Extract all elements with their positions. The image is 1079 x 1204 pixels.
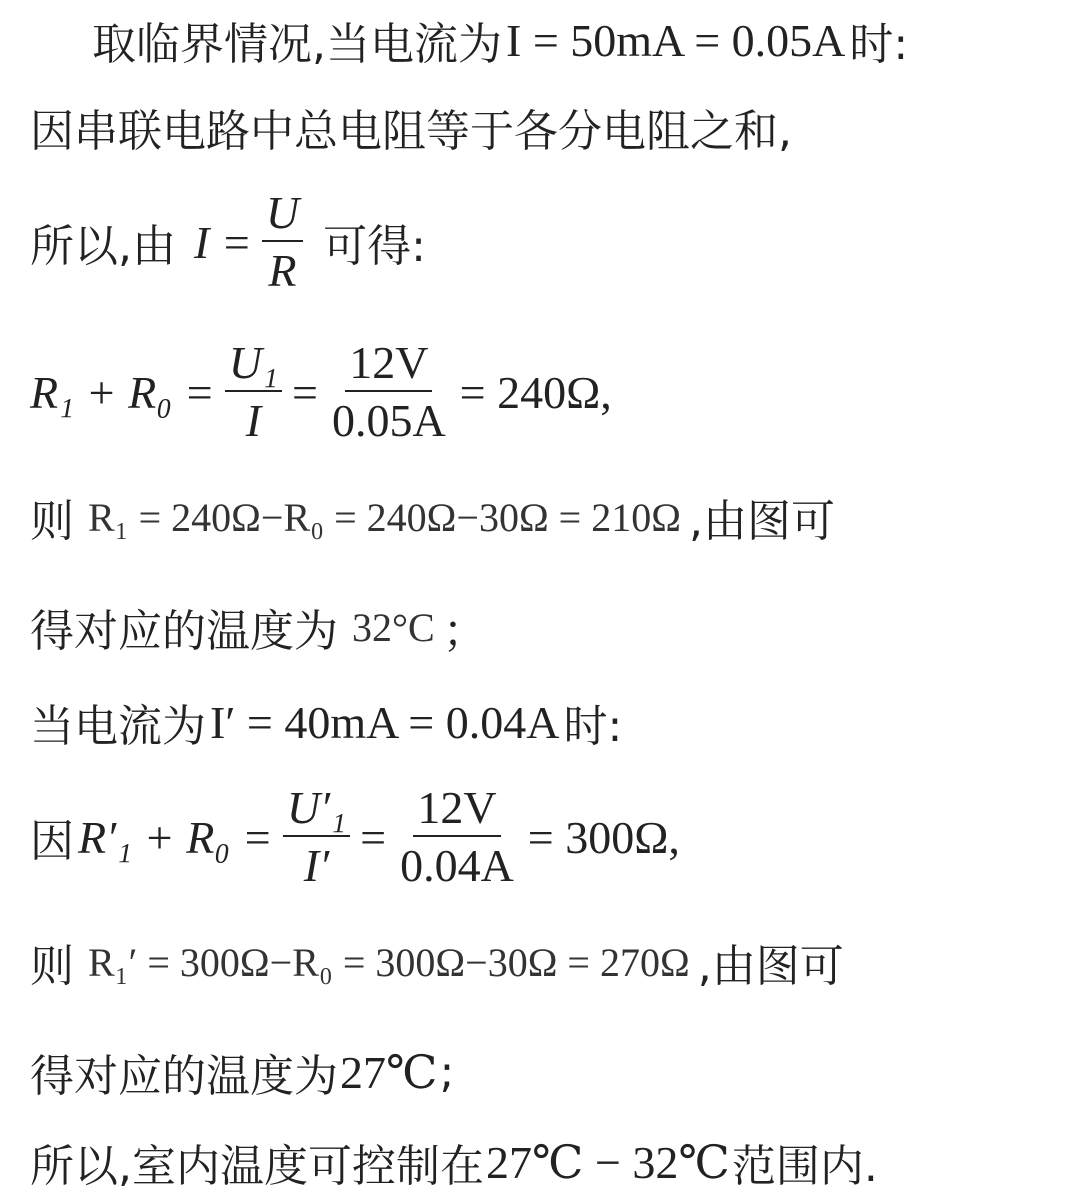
- formula-1-fraction-2: [328, 337, 450, 446]
- line-5-math: R₁ = 240Ω−R₀ = 240Ω−30Ω = 210Ω: [88, 494, 681, 540]
- line-3-text-b: 可得:: [323, 221, 426, 272]
- line-9-text-a: 则: [30, 941, 74, 992]
- formula-1-rhs: = 240Ω,: [459, 366, 612, 418]
- formula-1-equals: =: [291, 366, 318, 418]
- formula-ohm-fraction: [262, 187, 303, 296]
- line-7-text-b: 时:: [563, 701, 623, 752]
- line-9-text-b: ,由图可: [697, 941, 844, 992]
- line-1-math: I = 50mA = 0.05A: [506, 14, 846, 66]
- text-line-3: [30, 187, 1069, 296]
- text-line-1: [92, 8, 1069, 72]
- text-line-10: [30, 1040, 1069, 1104]
- formula-1-denominator-2: 0.05A: [331, 395, 446, 446]
- formula-2-numerator-1: U′₁: [283, 785, 350, 837]
- formula-2-denominator-1: I′: [303, 840, 330, 891]
- text-line-9: [30, 930, 1069, 994]
- line-6-text-b: ；: [442, 606, 487, 657]
- line-9-math: R₁′ = 300Ω−R₀ = 300Ω−30Ω = 270Ω: [88, 939, 690, 985]
- formula-2-numerator-2: 12V: [413, 785, 500, 837]
- formula-1-numerator-2: 12V: [345, 340, 432, 392]
- formula-2-equals: =: [360, 811, 387, 863]
- formula-ohm-lhs: I =: [194, 216, 252, 268]
- formula-1-fraction-1: [225, 337, 282, 446]
- line-6-math: 32°C: [352, 604, 435, 650]
- text-line-7: [30, 690, 1069, 754]
- line-10-text-a: 得对应的温度为: [30, 1051, 338, 1102]
- formula-2-rhs: = 300Ω,: [527, 811, 680, 863]
- line-2-text: 因串联电路中总电阻等于各分电阻之和,: [30, 106, 792, 157]
- line-8-text-a: 因: [30, 816, 74, 867]
- line-7-math: I′ = 40mA = 0.04A: [210, 696, 560, 748]
- text-line-5: [30, 485, 1069, 549]
- formula-1-numerator-1: U₁: [225, 340, 282, 392]
- line-10-text-b: ;: [439, 1046, 455, 1098]
- formula-2-fraction-2: [396, 782, 518, 891]
- line-6-text-a: 得对应的温度为: [30, 606, 338, 657]
- line-5-text-a: 则: [30, 496, 74, 547]
- line-1-text-a: 取临界情况,当电流为: [92, 19, 502, 70]
- line-3-text-a: 所以,由: [30, 221, 176, 272]
- formula-2-denominator-2: 0.04A: [400, 840, 514, 891]
- formula-ohm-numerator: U: [262, 190, 303, 242]
- line-11-text-a: 所以,室内温度可控制在: [30, 1141, 484, 1192]
- text-line-6: [30, 595, 1069, 659]
- line-11-math: 27℃ − 32℃: [486, 1137, 730, 1188]
- formula-1-denominator-1: I: [245, 395, 262, 446]
- formula-1-lhs: R₁ + R₀ =: [30, 366, 215, 418]
- formula-ohm-denominator: R: [268, 245, 297, 296]
- line-1-text-b: 时:: [849, 19, 909, 70]
- formula-line-2: [30, 782, 1069, 891]
- text-line-11: [30, 1130, 1069, 1194]
- line-11-text-b: 范围内.: [731, 1141, 878, 1192]
- line-10-math: 27℃: [340, 1047, 438, 1098]
- formula-line-1: [30, 337, 1069, 446]
- line-7-text-a: 当电流为: [30, 701, 206, 752]
- formula-2-fraction-1: [283, 782, 350, 891]
- line-5-text-b: ,由图可: [688, 496, 835, 547]
- formula-2-lhs: R′₁ + R₀ =: [78, 811, 273, 863]
- text-line-2: [30, 95, 1069, 159]
